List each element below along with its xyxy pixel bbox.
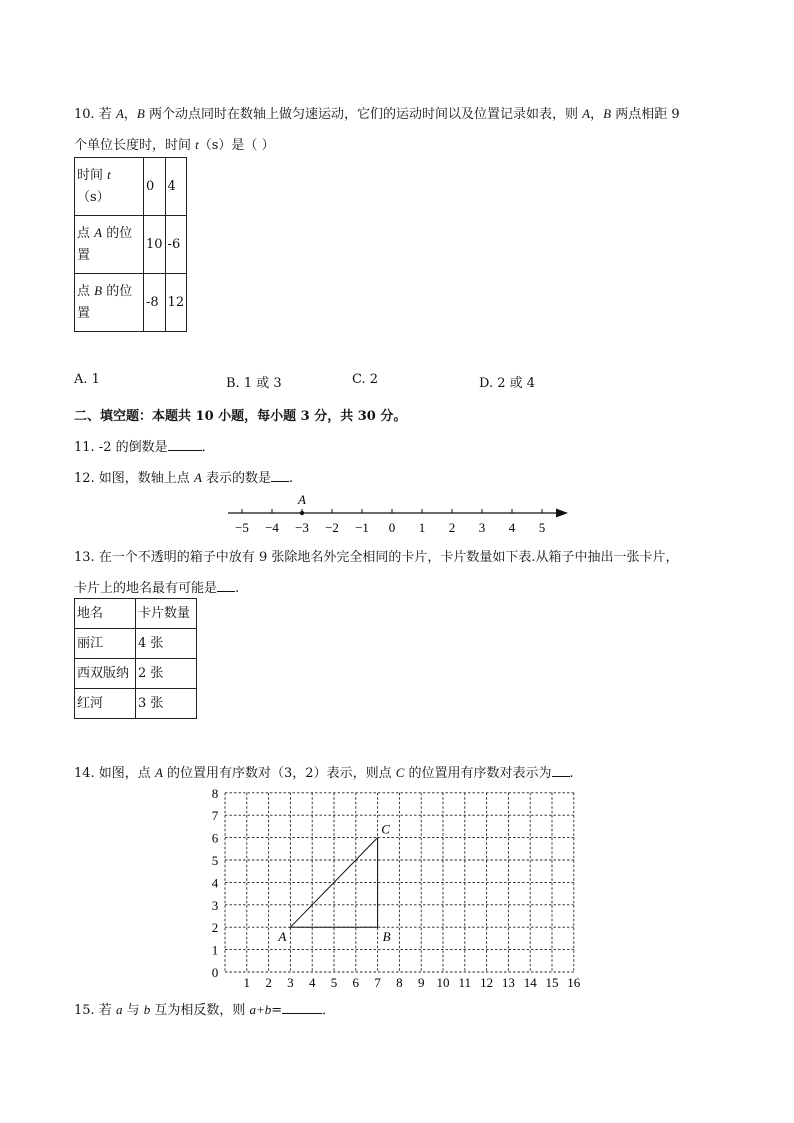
grid-y-tick-label: 5	[211, 853, 219, 868]
answer-blank	[271, 469, 289, 482]
table-row	[75, 274, 187, 332]
grid-x-tick-label: 11	[458, 975, 472, 990]
number-line-tick-label: −4	[265, 520, 279, 535]
table-cell: 0	[144, 158, 166, 216]
table-header: 卡片数量	[136, 599, 197, 629]
table-header: 地名	[75, 599, 136, 629]
table-row	[75, 659, 197, 689]
q10-line2: 个单位长度时，时间 t（s）是（ ）	[74, 137, 275, 153]
choice-d[interactable]: D. 2 或 4	[479, 376, 536, 391]
grid-x-tick-label: 1	[243, 975, 251, 990]
grid-x-tick-label: 14	[523, 975, 537, 990]
table-cell: 4	[165, 158, 187, 216]
q15: 15. 若 a 与 b 互为相反数，则 a+b= ．	[74, 1002, 336, 1018]
number-line-tick-label: 3	[478, 520, 486, 535]
grid-y-tick-label: 2	[211, 920, 219, 936]
grid-y-tick-label: 1	[211, 942, 219, 958]
q10-table	[74, 157, 187, 332]
grid-x-tick-label: 2	[265, 975, 272, 990]
coordinate-grid	[200, 783, 600, 993]
grid-x-tick-label: 10	[436, 975, 450, 990]
number-line-tick-label: −1	[355, 520, 369, 535]
table-cell: 12	[165, 274, 187, 332]
table-cell: 时间 t （s）	[75, 158, 144, 216]
answer-blank	[217, 579, 235, 592]
answer-blank	[282, 1001, 322, 1014]
point-label-c: C	[381, 821, 390, 837]
grid-x-tick-label: 13	[501, 975, 515, 990]
number-line-point	[300, 511, 304, 515]
table-row	[75, 599, 197, 629]
table-cell: 3 张	[136, 689, 197, 719]
table-cell: 4 张	[136, 629, 197, 659]
q11: 11. -2 的倒数是 ．	[74, 440, 215, 455]
table-row	[75, 629, 197, 659]
table-row	[75, 689, 197, 719]
number-line-tick-label: 1	[418, 520, 426, 535]
grid-x-tick-label: 15	[545, 975, 559, 990]
number-line-tick-label: −3	[295, 520, 309, 535]
table-row	[75, 158, 187, 216]
grid-y-tick-label: 4	[211, 875, 219, 891]
grid-y-tick-label: 8	[211, 785, 219, 801]
grid-y-tick-label: 6	[211, 830, 219, 846]
table-cell: 10	[144, 216, 166, 274]
grid-x-tick-label: 9	[417, 975, 425, 990]
number-line-tick-label: 4	[508, 520, 516, 535]
grid-x-tick-label: 6	[352, 975, 360, 990]
q13-line2: 卡片上的地名最有可能是 .	[74, 581, 240, 596]
grid-x-tick-label: 7	[374, 975, 381, 990]
number-line-point-label: A	[298, 492, 306, 507]
table-cell: 点 B 的位置	[75, 274, 144, 332]
grid-x-tick-label: 12	[480, 975, 494, 990]
number-line-tick-label: −5	[235, 520, 249, 535]
grid-origin-label: 0	[211, 965, 219, 980]
table-row	[75, 216, 187, 274]
grid-y-tick-label: 3	[211, 897, 219, 913]
choice-b[interactable]: B. 1 或 3	[226, 376, 282, 391]
grid-y-tick-label: 7	[211, 808, 219, 824]
q10-line1: 10. 若 A，B 两个动点同时在数轴上做匀速运动，它们的运动时间以及位置记录如表，则 A，B 两点相距 9	[74, 106, 680, 122]
q13-line1: 13. 在一个不透明的箱子中放有 9 张除地名外完全相同的卡片，卡片数量如下表.从箱子中抽出一张卡片，	[74, 550, 679, 565]
table-cell: 2 张	[136, 659, 197, 689]
point-label-b: B	[382, 929, 391, 945]
number-line	[222, 490, 582, 540]
number-line-tick-label: 0	[388, 520, 396, 535]
grid-x-tick-label: 4	[308, 975, 316, 990]
number-line-tick-label: −2	[325, 520, 339, 535]
table-cell: 红河	[75, 689, 136, 719]
table-cell: 西双版纳	[75, 659, 136, 689]
grid-x-tick-label: 3	[287, 975, 294, 990]
section-heading: 二、填空题：本题共 10 小题，每小题 3 分，共 30 分。	[74, 409, 407, 424]
choice-c[interactable]: C. 2	[352, 372, 379, 387]
table-cell: -6	[165, 216, 187, 274]
number-line-arrow	[556, 509, 568, 518]
number-line-tick-label: 2	[448, 520, 456, 535]
choice-a[interactable]: A. 1	[74, 372, 100, 387]
grid-x-tick-label: 8	[396, 975, 403, 990]
answer-blank	[552, 764, 570, 777]
table-cell: 点 A 的位置	[75, 216, 144, 274]
grid-x-tick-label: 16	[567, 975, 581, 990]
grid-x-tick-label: 5	[330, 975, 338, 990]
q12: 12. 如图，数轴上点 A 表示的数是 .	[74, 470, 294, 486]
q14: 14. 如图，点 A 的位置用有序数对（3，2）表示，则点 C 的位置用有序数对表示为 .	[74, 765, 574, 781]
answer-blank	[168, 438, 202, 451]
table-cell: -8	[144, 274, 166, 332]
number-line-tick-label: 5	[538, 520, 546, 535]
point-label-a: A	[278, 929, 287, 945]
table-cell: 丽江	[75, 629, 136, 659]
q13-table	[74, 598, 197, 719]
